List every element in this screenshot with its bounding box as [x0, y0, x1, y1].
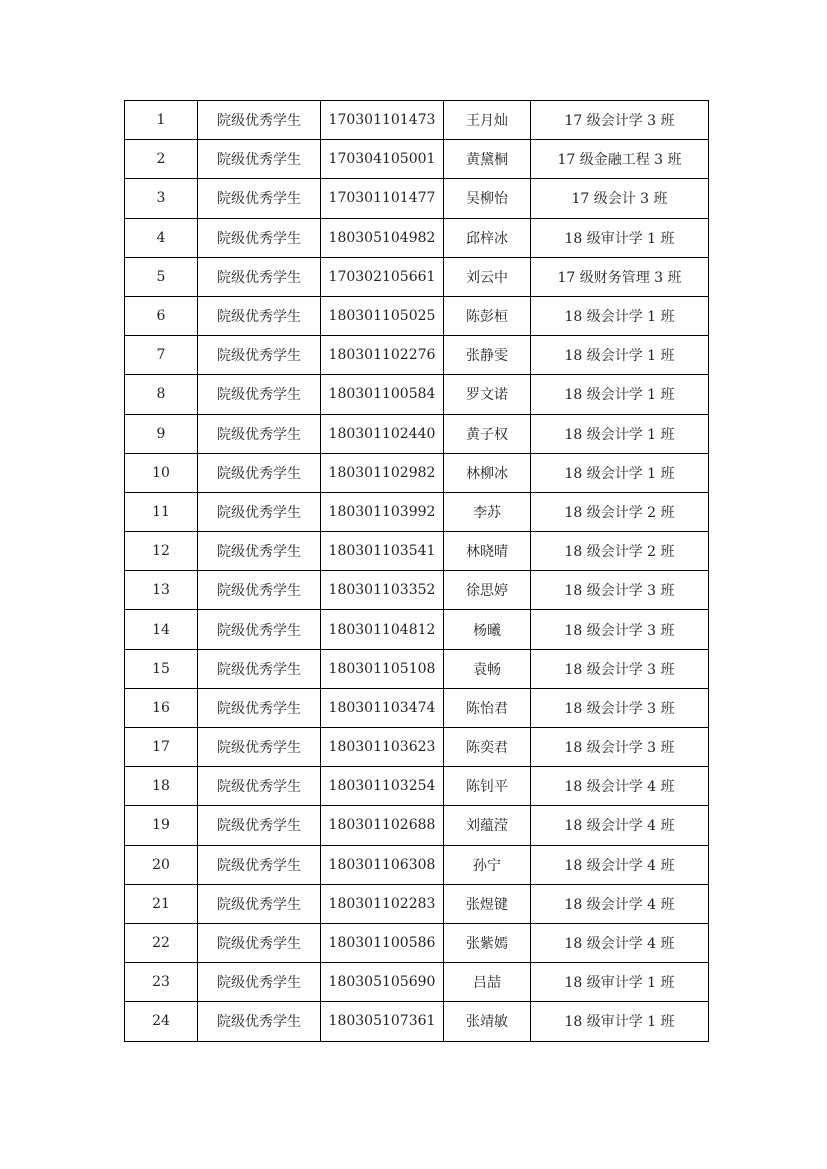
award-cell: 院级优秀学生: [198, 688, 321, 727]
table-row: [125, 571, 709, 610]
student-id-cell: 180301102276: [321, 336, 444, 375]
class-cell: 18 级会计学 4 班: [531, 884, 709, 923]
row-number-cell: 8: [125, 375, 198, 414]
row-number-cell: 16: [125, 688, 198, 727]
row-number-cell: 21: [125, 884, 198, 923]
award-cell: 院级优秀学生: [198, 728, 321, 767]
table-row: [125, 296, 709, 335]
row-number-cell: 10: [125, 453, 198, 492]
class-cell: 17 级会计 3 班: [531, 179, 709, 218]
student-id-cell: 180301105108: [321, 649, 444, 688]
student-name-cell: 陈彭桓: [444, 296, 531, 335]
student-id-cell: 170301101473: [321, 101, 444, 140]
table-row: [125, 767, 709, 806]
table-row: [125, 140, 709, 179]
table-row: [125, 532, 709, 571]
row-number-cell: 15: [125, 649, 198, 688]
class-cell: 18 级会计学 3 班: [531, 610, 709, 649]
award-cell: 院级优秀学生: [198, 492, 321, 531]
student-id-cell: 180301103474: [321, 688, 444, 727]
student-name-cell: 黄子权: [444, 414, 531, 453]
class-cell: 18 级会计学 2 班: [531, 532, 709, 571]
student-name-cell: 黄黛桐: [444, 140, 531, 179]
student-name-cell: 张静雯: [444, 336, 531, 375]
table-row: [125, 218, 709, 257]
table-row: [125, 806, 709, 845]
class-cell: 18 级会计学 3 班: [531, 728, 709, 767]
student-id-cell: 180301103254: [321, 767, 444, 806]
student-name-cell: 林柳冰: [444, 453, 531, 492]
table-row: [125, 845, 709, 884]
class-cell: 18 级会计学 4 班: [531, 923, 709, 962]
roster-table-body: [125, 101, 709, 1042]
student-name-cell: 刘云中: [444, 257, 531, 296]
award-cell: 院级优秀学生: [198, 375, 321, 414]
class-cell: 17 级金融工程 3 班: [531, 140, 709, 179]
table-row: [125, 688, 709, 727]
student-name-cell: 林晓晴: [444, 532, 531, 571]
award-cell: 院级优秀学生: [198, 610, 321, 649]
student-id-cell: 180305105690: [321, 963, 444, 1002]
award-cell: 院级优秀学生: [198, 218, 321, 257]
class-cell: 17 级会计学 3 班: [531, 101, 709, 140]
row-number-cell: 1: [125, 101, 198, 140]
student-id-cell: 180301103541: [321, 532, 444, 571]
row-number-cell: 14: [125, 610, 198, 649]
award-cell: 院级优秀学生: [198, 1002, 321, 1041]
row-number-cell: 4: [125, 218, 198, 257]
award-cell: 院级优秀学生: [198, 845, 321, 884]
award-cell: 院级优秀学生: [198, 336, 321, 375]
student-id-cell: 180305104982: [321, 218, 444, 257]
table-row: [125, 414, 709, 453]
table-row: [125, 375, 709, 414]
class-cell: 17 级财务管理 3 班: [531, 257, 709, 296]
class-cell: 18 级会计学 3 班: [531, 571, 709, 610]
award-cell: 院级优秀学生: [198, 101, 321, 140]
table-row: [125, 649, 709, 688]
student-name-cell: 孙宁: [444, 845, 531, 884]
class-cell: 18 级审计学 1 班: [531, 1002, 709, 1041]
class-cell: 18 级会计学 1 班: [531, 375, 709, 414]
student-name-cell: 杨曦: [444, 610, 531, 649]
student-name-cell: 吴柳怡: [444, 179, 531, 218]
award-cell: 院级优秀学生: [198, 571, 321, 610]
table-row: [125, 492, 709, 531]
student-name-cell: 张煜键: [444, 884, 531, 923]
table-row: [125, 884, 709, 923]
table-row: [125, 257, 709, 296]
student-name-cell: 刘蕴滢: [444, 806, 531, 845]
table-row: [125, 923, 709, 962]
row-number-cell: 5: [125, 257, 198, 296]
student-id-cell: 180301106308: [321, 845, 444, 884]
student-name-cell: 李苏: [444, 492, 531, 531]
award-roster-table: [124, 100, 709, 1042]
class-cell: 18 级会计学 2 班: [531, 492, 709, 531]
student-name-cell: 陈奕君: [444, 728, 531, 767]
award-cell: 院级优秀学生: [198, 257, 321, 296]
table-row: [125, 610, 709, 649]
award-cell: 院级优秀学生: [198, 923, 321, 962]
student-name-cell: 陈钊平: [444, 767, 531, 806]
class-cell: 18 级会计学 1 班: [531, 336, 709, 375]
class-cell: 18 级审计学 1 班: [531, 218, 709, 257]
student-id-cell: 170304105001: [321, 140, 444, 179]
award-cell: 院级优秀学生: [198, 532, 321, 571]
class-cell: 18 级会计学 4 班: [531, 806, 709, 845]
row-number-cell: 2: [125, 140, 198, 179]
table-row: [125, 728, 709, 767]
student-name-cell: 张紫嫣: [444, 923, 531, 962]
row-number-cell: 19: [125, 806, 198, 845]
row-number-cell: 13: [125, 571, 198, 610]
class-cell: 18 级会计学 1 班: [531, 296, 709, 335]
class-cell: 18 级会计学 1 班: [531, 414, 709, 453]
award-cell: 院级优秀学生: [198, 179, 321, 218]
row-number-cell: 12: [125, 532, 198, 571]
row-number-cell: 22: [125, 923, 198, 962]
student-name-cell: 张靖敏: [444, 1002, 531, 1041]
student-name-cell: 徐思婷: [444, 571, 531, 610]
student-id-cell: 180301103352: [321, 571, 444, 610]
student-id-cell: 180301100584: [321, 375, 444, 414]
row-number-cell: 24: [125, 1002, 198, 1041]
student-id-cell: 180305107361: [321, 1002, 444, 1041]
row-number-cell: 9: [125, 414, 198, 453]
row-number-cell: 7: [125, 336, 198, 375]
row-number-cell: 17: [125, 728, 198, 767]
class-cell: 18 级审计学 1 班: [531, 963, 709, 1002]
row-number-cell: 11: [125, 492, 198, 531]
table-row: [125, 336, 709, 375]
class-cell: 18 级会计学 1 班: [531, 453, 709, 492]
award-cell: 院级优秀学生: [198, 296, 321, 335]
award-cell: 院级优秀学生: [198, 453, 321, 492]
row-number-cell: 20: [125, 845, 198, 884]
student-id-cell: 180301102283: [321, 884, 444, 923]
student-id-cell: 180301102688: [321, 806, 444, 845]
award-cell: 院级优秀学生: [198, 140, 321, 179]
award-cell: 院级优秀学生: [198, 414, 321, 453]
award-cell: 院级优秀学生: [198, 806, 321, 845]
student-name-cell: 邱梓冰: [444, 218, 531, 257]
student-id-cell: 170302105661: [321, 257, 444, 296]
student-name-cell: 罗文诺: [444, 375, 531, 414]
award-cell: 院级优秀学生: [198, 884, 321, 923]
row-number-cell: 23: [125, 963, 198, 1002]
class-cell: 18 级会计学 4 班: [531, 845, 709, 884]
student-id-cell: 180301105025: [321, 296, 444, 335]
table-row: [125, 179, 709, 218]
student-name-cell: 陈怡君: [444, 688, 531, 727]
class-cell: 18 级会计学 3 班: [531, 649, 709, 688]
row-number-cell: 18: [125, 767, 198, 806]
student-name-cell: 王月灿: [444, 101, 531, 140]
student-id-cell: 180301104812: [321, 610, 444, 649]
table-row: [125, 453, 709, 492]
student-id-cell: 180301103623: [321, 728, 444, 767]
student-id-cell: 170301101477: [321, 179, 444, 218]
student-id-cell: 180301100586: [321, 923, 444, 962]
class-cell: 18 级会计学 3 班: [531, 688, 709, 727]
row-number-cell: 3: [125, 179, 198, 218]
table-row: [125, 101, 709, 140]
student-id-cell: 180301102982: [321, 453, 444, 492]
student-id-cell: 180301102440: [321, 414, 444, 453]
student-id-cell: 180301103992: [321, 492, 444, 531]
row-number-cell: 6: [125, 296, 198, 335]
table-row: [125, 1002, 709, 1041]
student-name-cell: 袁畅: [444, 649, 531, 688]
award-cell: 院级优秀学生: [198, 963, 321, 1002]
table-row: [125, 963, 709, 1002]
award-cell: 院级优秀学生: [198, 649, 321, 688]
award-cell: 院级优秀学生: [198, 767, 321, 806]
class-cell: 18 级会计学 4 班: [531, 767, 709, 806]
student-name-cell: 吕喆: [444, 963, 531, 1002]
